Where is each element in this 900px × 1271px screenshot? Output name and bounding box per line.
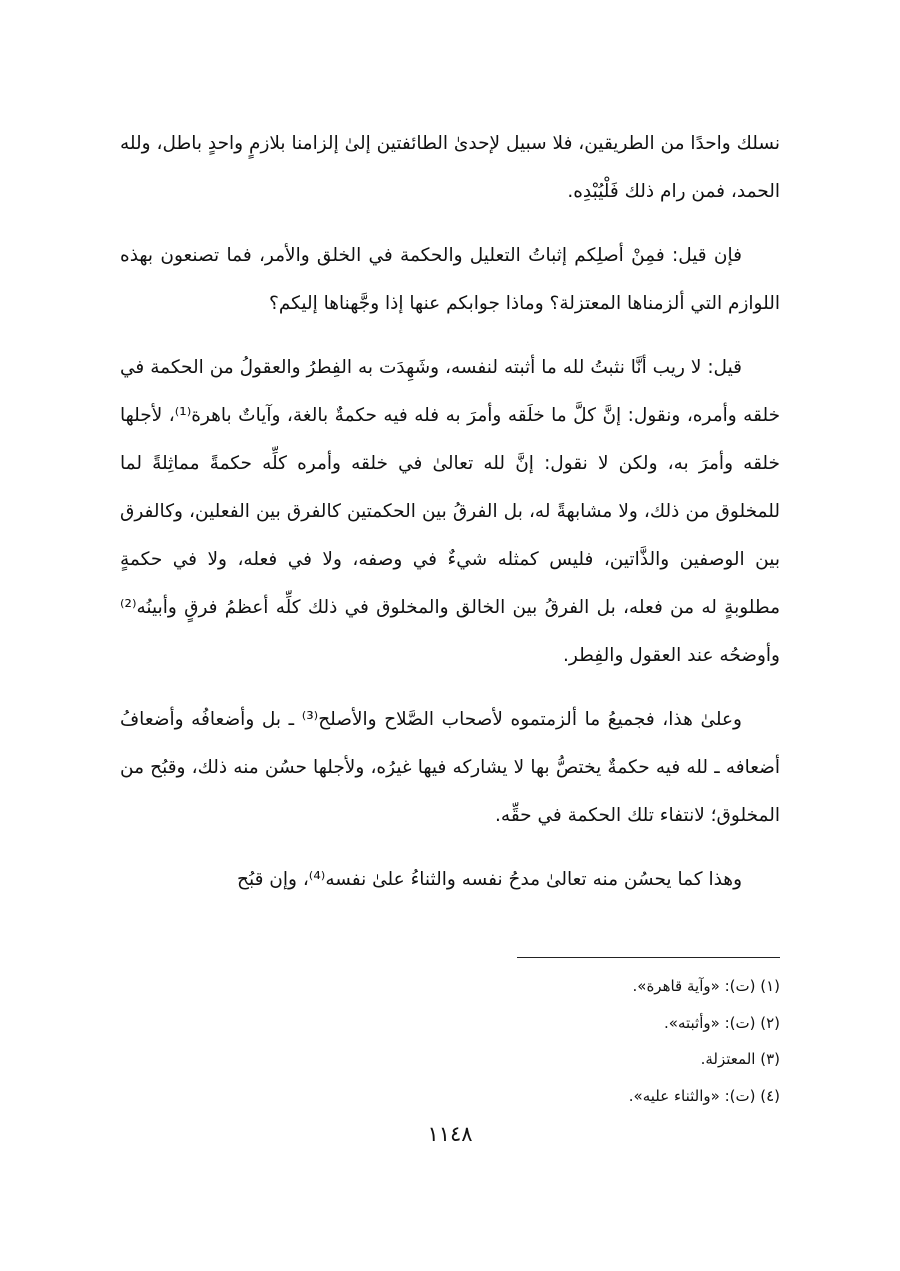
footnote-2: (٢) (ت): «وأثبته».	[664, 1013, 780, 1032]
footnotes	[280, 968, 780, 1114]
paragraph-consequence: وعلىٰ هذا، فجميعُ ما ألزمتموه لأصحاب الصَّلاح والأصلح⁽³⁾ ـ بل وأضعافُه وأضعافُ أضعافه ـ لله فيه حكمةٌ يختصُّ بها لا يشاركه فيها غيرُه، ولأجلها حسُن منه ذلك، وقبُح من المخلوق؛ لانتفاء تلك الحكمة في حقِّه.	[120, 709, 780, 826]
paragraph-analogy: وهذا كما يحسُن منه تعالىٰ مدحُ نفسه والثناءُ علىٰ نفسه⁽⁴⁾، وإن قبُح	[237, 869, 742, 890]
footnote-1: (١) (ت): «وآية قاهرة».	[632, 977, 780, 995]
footnote-divider	[517, 957, 780, 958]
footnote-3: (٣) المعتزلة.	[700, 1050, 780, 1068]
page-number: ١١٤٨	[427, 1122, 473, 1146]
paragraph-reply: قيل: لا ريب أنَّا نثبتُ لله ما أثبته لنفسه، وشَهِدَت به الفِطرُ والعقولُ من الحكمة في خلقه وأمره، ونقول: إنَّ كلَّ ما خلَقه وأمرَ به فله فيه حكمةٌ بالغة، وآياتٌ باهرة⁽¹⁾، لأجلها خلقه وأمرَ به، ولكن لا نقول: إنَّ لله تعالىٰ في خلقه وأمره كلِّه حكمةً مماثِلةً لما للمخلوق من ذلك، ولا مشابهةً له، بل الفرقُ بين الحكمتين كالفرق بين الفعلين، وكالفرق بين الوصفين والذَّاتين، فليس كمثله شيءٌ في وصفه، ولا في فعله، ولا في حكمةٍ مطلوبةٍ له من فعله، بل الفرقُ بين الخالق والمخلوق في ذلك كلِّه أعظمُ فرقٍ وأبينُه⁽²⁾ وأوضحُه عند العقول والفِطر.	[120, 357, 781, 666]
paragraph-continuation: نسلك واحدًا من الطريقين، فلا سبيل لإحدىٰ الطائفتين إلىٰ إلزامنا بلازمٍ واحدٍ باطل، ولله الحمد، فمن رام ذلك فَلْيُبْدِه.	[120, 133, 780, 202]
main-text	[120, 120, 780, 920]
paragraph-objection: فإن قيل: فمِنْ أصلِكم إثباتُ التعليل والحكمة في الخلق والأمر، فما تصنعون بهذه اللوازم التي ألزمناها المعتزلة؟ وماذا جوابكم عنها إذا وجَّهناها إليكم؟	[120, 245, 780, 314]
footnote-4: (٤) (ت): «والثناء عليه».	[628, 1086, 780, 1105]
